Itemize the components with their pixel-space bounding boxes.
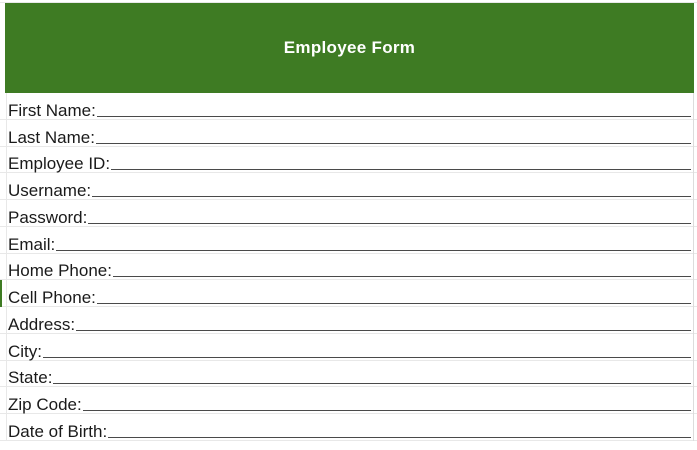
form-field-row[interactable] <box>0 334 697 361</box>
field-underline[interactable] <box>83 410 691 411</box>
form-fields <box>0 93 697 441</box>
field-label: Username: <box>8 181 92 201</box>
field-label: First Name: <box>8 100 96 120</box>
field-underline[interactable] <box>108 437 691 438</box>
field-label: Address: <box>8 314 76 334</box>
field-label: Date of Birth: <box>8 421 108 441</box>
form-field-row[interactable] <box>0 120 697 147</box>
field-underline[interactable] <box>113 276 691 277</box>
form-header-cell[interactable] <box>5 3 694 93</box>
field-underline[interactable] <box>97 303 691 304</box>
field-underline[interactable] <box>88 223 691 224</box>
left-column-gridline <box>6 93 7 450</box>
field-underline[interactable] <box>43 357 691 358</box>
form-title: Employee Form <box>283 38 416 57</box>
field-label: Employee ID: <box>8 154 111 174</box>
form-field-row[interactable] <box>0 227 697 254</box>
field-underline[interactable] <box>92 196 691 197</box>
field-label: Home Phone: <box>8 261 112 281</box>
field-underline[interactable] <box>53 383 691 384</box>
form-field-row[interactable] <box>0 147 697 174</box>
field-label: Last Name: <box>8 127 95 147</box>
form-field-row[interactable] <box>0 307 697 334</box>
form-field-row[interactable] <box>0 254 697 281</box>
clipped-next-row <box>0 441 697 450</box>
field-underline[interactable] <box>56 250 691 251</box>
form-field-row[interactable] <box>0 200 697 227</box>
field-label: Password: <box>8 207 88 227</box>
field-underline[interactable] <box>97 116 691 117</box>
field-underline[interactable] <box>111 169 691 170</box>
field-label: Email: <box>8 234 56 254</box>
form-field-row[interactable] <box>0 387 697 414</box>
field-label: City: <box>8 341 42 361</box>
field-label: Zip Code: <box>8 395 82 415</box>
form-field-row[interactable] <box>0 280 697 307</box>
field-label: State: <box>8 368 53 388</box>
form-field-row[interactable] <box>0 361 697 388</box>
form-field-row[interactable] <box>0 414 697 441</box>
field-underline[interactable] <box>76 330 691 331</box>
form-field-row[interactable] <box>0 93 697 120</box>
field-underline[interactable] <box>96 143 691 144</box>
form-field-row[interactable] <box>0 173 697 200</box>
selected-cell-edge <box>0 280 2 307</box>
field-label: Cell Phone: <box>8 288 96 308</box>
right-column-gridline <box>693 93 694 450</box>
